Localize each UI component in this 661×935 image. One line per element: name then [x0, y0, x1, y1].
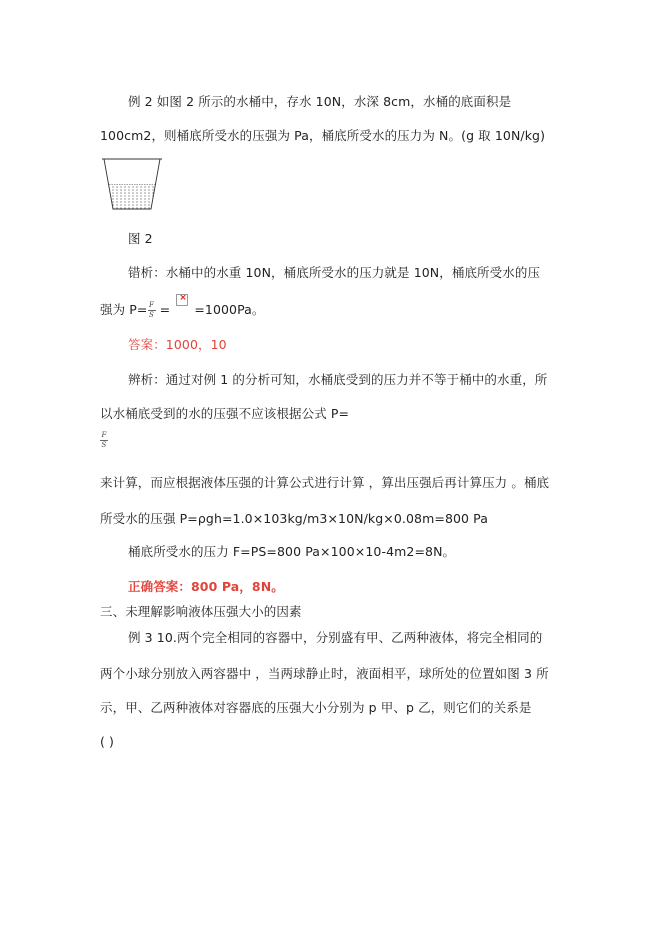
figure2-caption: 图 2 [128, 231, 153, 246]
broken-image-icon [176, 294, 188, 306]
formula-equals: = [159, 302, 171, 317]
formula-result: =1000Pa。 [194, 302, 265, 317]
formula-prefix: 强为 P= [100, 302, 148, 317]
bucket-figure [100, 156, 164, 214]
discussion-line5: 桶底所受水的压力 F=PS=800 Pa×100×10-4m2=8N。 [128, 544, 456, 559]
fraction-f-over-s: $\frac{F}{S}$ [149, 301, 154, 319]
example2-line2: 100cm2，则桶底所受水的压强为 Pa，桶底所受水的压力为 N。(g 取 10N/kg) [100, 128, 546, 143]
answer-text: 答案：1000，10 [128, 337, 227, 352]
section3-line1: 例 3 10.两个完全相同的容器中，分别盛有甲、乙两种液体，将完全相同的 [128, 630, 543, 645]
discussion-line1: 辨析：通过对例 1 的分析可知，水桶底受到的压力并不等于桶中的水重，所 [128, 372, 548, 387]
discussion-line4: 所受水的压强 P=ρgh=1.0×103kg/m3×10N/kg×0.08m=800 Pa [100, 511, 489, 526]
error-analysis-line1: 错析：水桶中的水重 10N，桶底所受水的压力就是 10N，桶底所受水的压 [128, 265, 541, 280]
correct-answer-text: 正确答案：800 Pa，8N。 [128, 579, 284, 594]
section3-line2: 两个小球分别放入两容器中 ，当两球静止时，液面相平，球所处的位置如图 3 所 [100, 666, 549, 681]
fraction-f-over-s-2: $\frac{F}{S}$ [101, 431, 107, 449]
example2-line1: 例 2 如图 2 所示的水桶中，存水 10N，水深 8cm，水桶的底面积是 [128, 94, 512, 109]
discussion-fraction [100, 432, 108, 449]
error-analysis-line2 [100, 300, 265, 319]
section3-line4: ( ) [100, 734, 115, 749]
bucket-water [109, 185, 155, 210]
discussion-line2: 以水桶底受到的水的压强不应该根据公式 P= [100, 406, 350, 421]
section3-line3: 示，甲、乙两种液体对容器底的压强大小分别为 p 甲、p 乙，则它们的关系是 [100, 700, 532, 715]
section3-heading: 三、未理解影响液体压强大小的因素 [100, 604, 302, 619]
discussion-line3: 来计算，而应根据液体压强的计算公式进行计算 ，算出压强后再计算压力 。桶底 [100, 475, 550, 490]
